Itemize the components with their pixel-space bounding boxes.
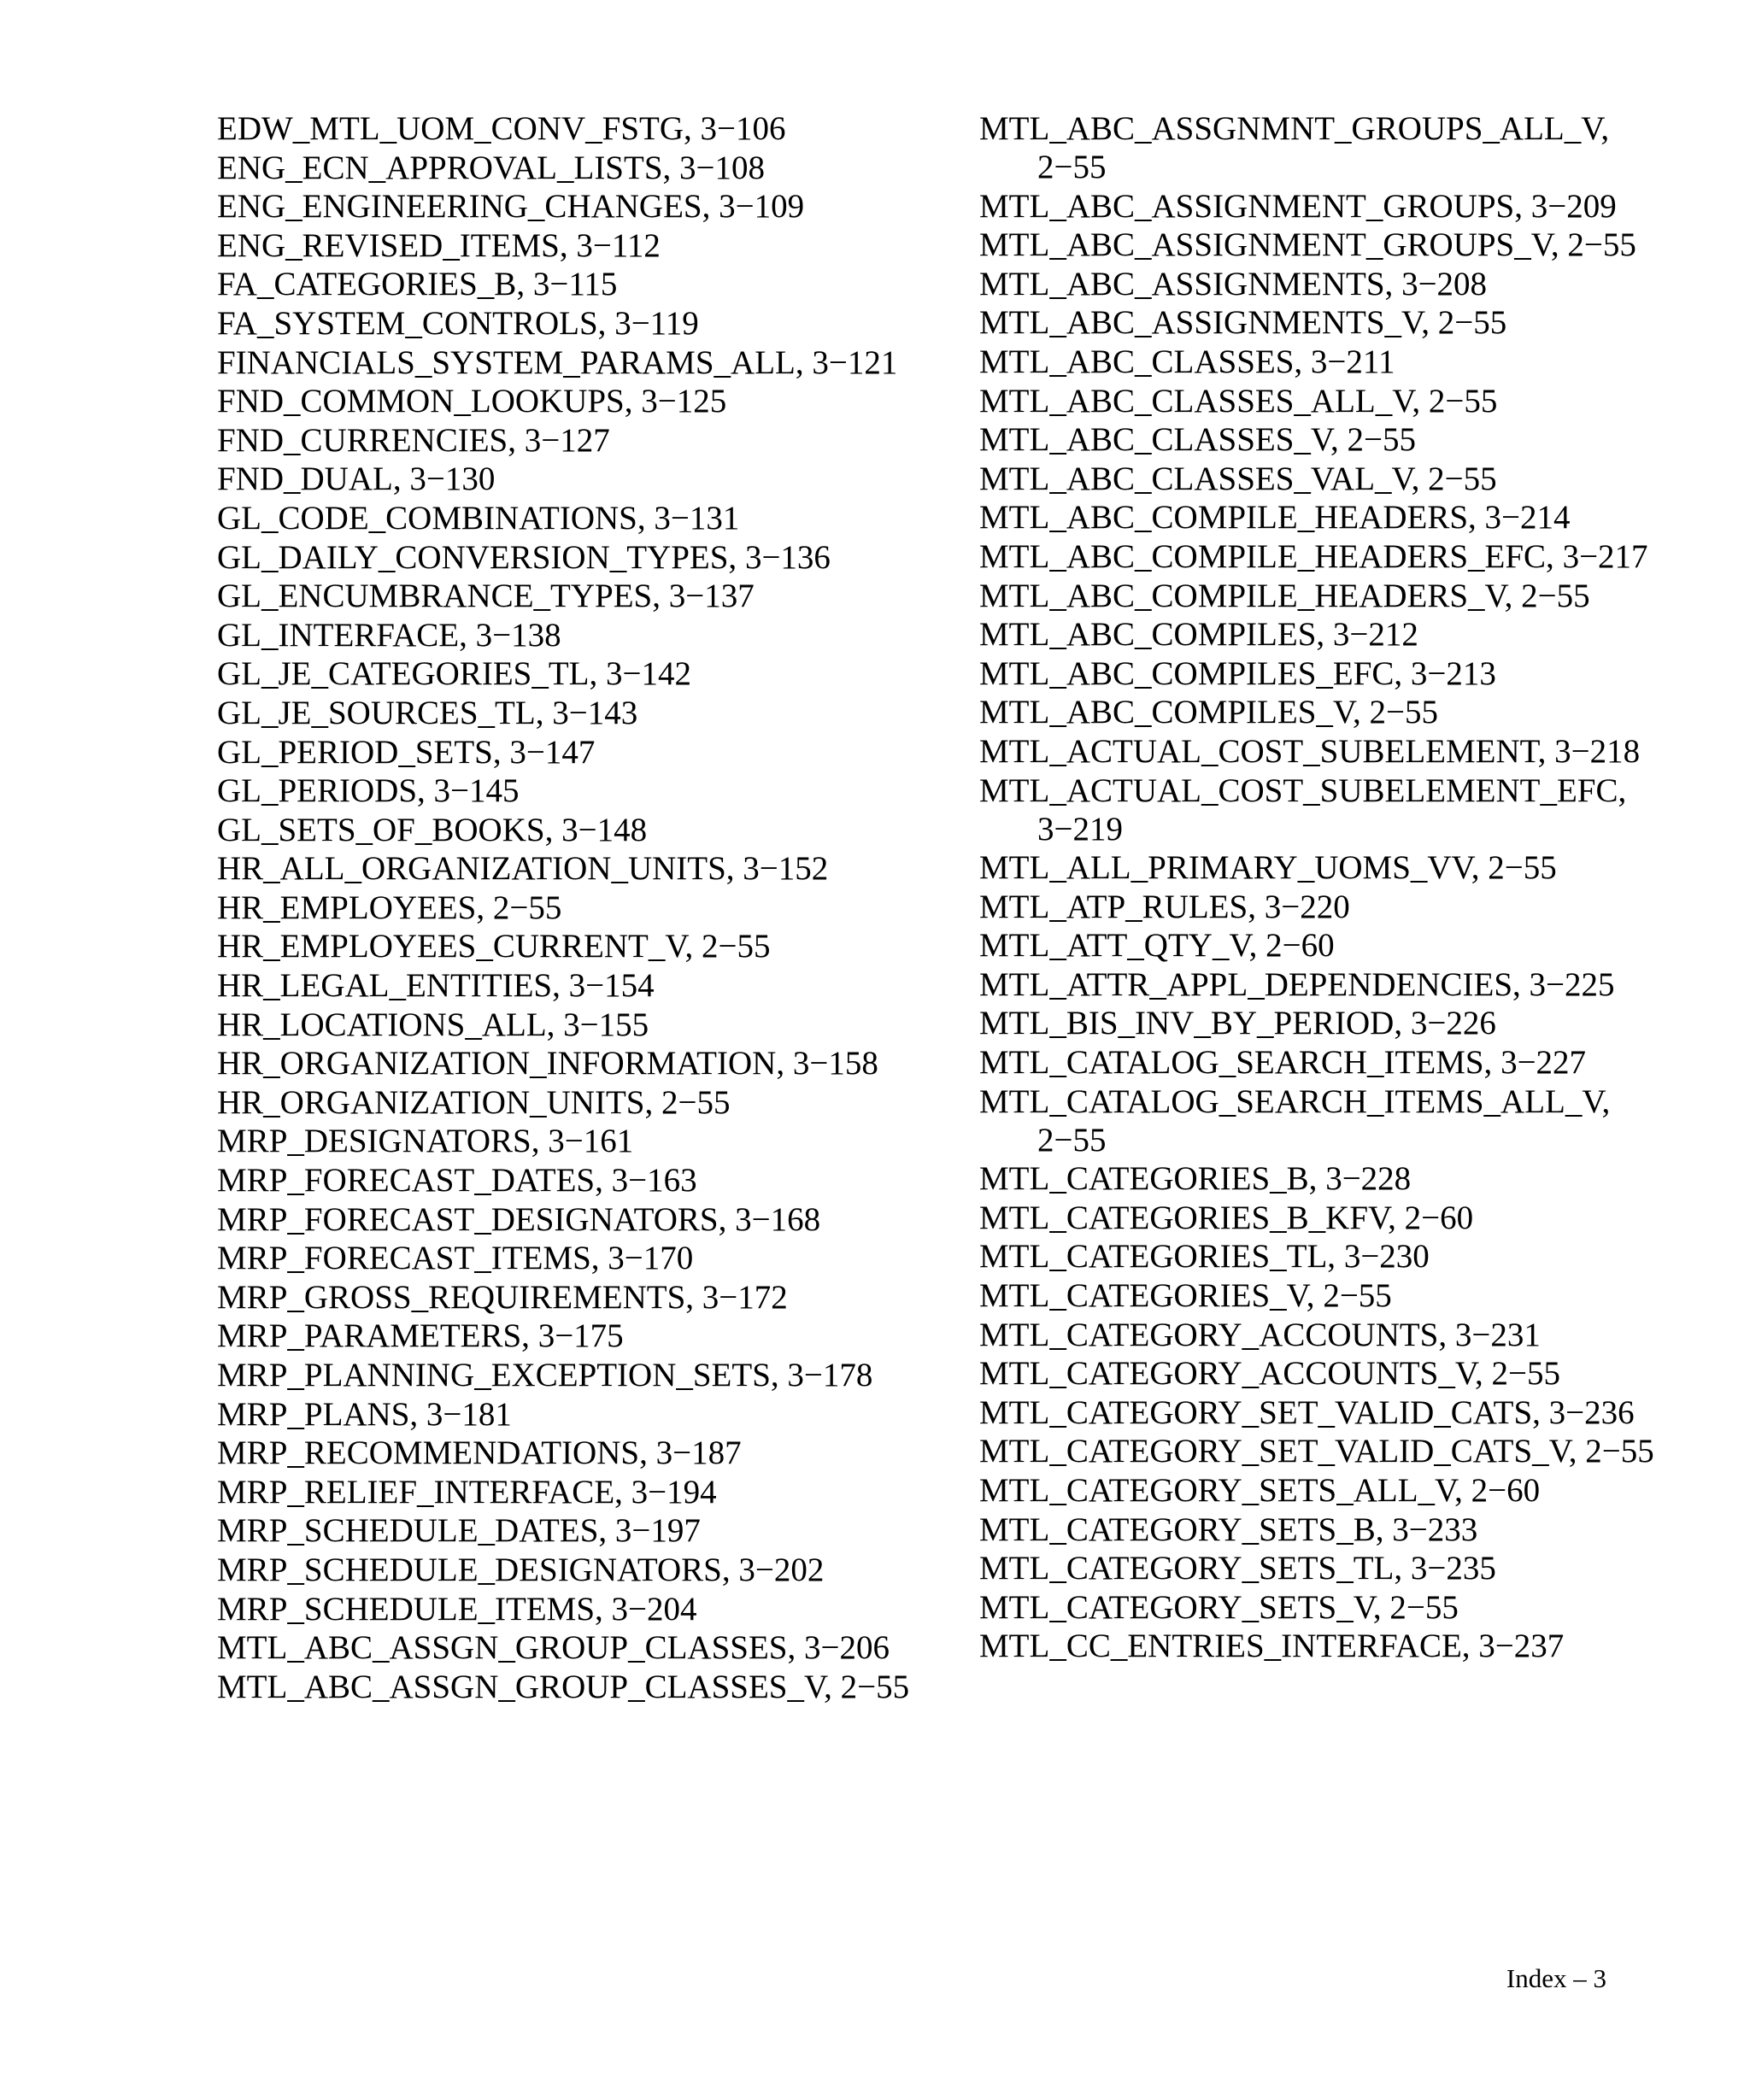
index-entry-page: 3−230 xyxy=(1343,1238,1430,1276)
index-entry xyxy=(217,343,952,382)
index-entry xyxy=(217,1395,952,1434)
index-entry xyxy=(217,1317,952,1355)
index-entry-name: MTL_CATEGORY_SETS_ALL_V, xyxy=(979,1472,1463,1509)
index-entry xyxy=(217,382,952,420)
index-entry-name: MTL_ABC_ASSGN_GROUP_CLASSES, xyxy=(217,1629,796,1667)
index-entry-page: 3−194 xyxy=(631,1473,717,1510)
index-entry-name: MTL_ABC_CLASSES_ALL_V, xyxy=(979,382,1421,419)
index-entry-name: MTL_ATP_RULES, xyxy=(979,888,1256,925)
index-entry xyxy=(979,460,1654,498)
index-entry-page: 2−60 xyxy=(1471,1472,1541,1509)
index-entry-name: MRP_SCHEDULE_ITEMS, xyxy=(217,1590,603,1628)
index-entry-page: 2−55 xyxy=(1567,226,1636,264)
index-entry-name: ENG_REVISED_ITEMS, xyxy=(217,226,568,264)
index-entry-name: MTL_ABC_COMPILES_V, xyxy=(979,694,1361,731)
index-entry-name: MTL_CATEGORY_SETS_B, xyxy=(979,1510,1384,1548)
index-entry xyxy=(979,1588,1654,1627)
index-entry xyxy=(979,615,1654,654)
index-entry xyxy=(979,1159,1654,1198)
index-entry-page: 3−206 xyxy=(803,1629,890,1667)
index-entry xyxy=(217,460,952,498)
index-entry-page: 2−55 xyxy=(1585,1433,1654,1470)
index-entry-page: 3−212 xyxy=(1332,616,1418,654)
index-entry xyxy=(979,1549,1654,1587)
index-entry xyxy=(979,498,1654,537)
index-entry xyxy=(217,927,952,965)
index-entry-page: 3−197 xyxy=(614,1512,701,1550)
index-entry-name: MTL_ACTUAL_COST_SUBELEMENT_EFC, xyxy=(979,771,1627,809)
index-entry xyxy=(217,226,952,265)
index-entry-page: 3−147 xyxy=(509,733,596,771)
index-entry-page: 3−131 xyxy=(654,499,740,537)
index-entry-page: 3−233 xyxy=(1392,1510,1478,1548)
index-entry-name: MRP_PLANNING_EXCEPTION_SETS, xyxy=(217,1357,779,1393)
index-entry xyxy=(217,1122,952,1160)
index-entry-page: 3−181 xyxy=(426,1395,512,1433)
index-entry-page: 3−168 xyxy=(735,1200,821,1238)
index-entry-name: FA_SYSTEM_CONTROLS, xyxy=(217,304,607,342)
index-entry xyxy=(217,577,952,615)
index-entry xyxy=(979,1393,1654,1432)
index-entry-page: 3−175 xyxy=(537,1317,624,1355)
index-entry xyxy=(979,1471,1654,1510)
index-entry xyxy=(217,1200,952,1239)
index-entry-name: ENG_ECN_APPROVAL_LISTS, xyxy=(217,149,672,186)
index-entry-page: 2−60 xyxy=(1404,1199,1474,1236)
index-entry xyxy=(979,1316,1654,1354)
index-entry-name: MTL_ABC_CLASSES_V, xyxy=(979,421,1339,459)
index-entry xyxy=(217,1161,952,1200)
index-entry xyxy=(979,1237,1654,1276)
index-entry-name: MRP_RECOMMENDATIONS, xyxy=(217,1434,648,1472)
index-entry xyxy=(217,499,952,537)
index-entry xyxy=(217,187,952,226)
index-entry-page: 3−130 xyxy=(409,460,496,498)
index-entry-page: 3−213 xyxy=(1410,654,1496,692)
index-entry-page: 3−219 xyxy=(1037,810,1123,848)
index-entry xyxy=(979,265,1654,303)
index-entry-name: FND_COMMON_LOOKUPS, xyxy=(217,383,633,420)
index-entry-page: 3−108 xyxy=(679,149,766,186)
index-entry-page: 2−55 xyxy=(1428,460,1497,497)
index-entry xyxy=(979,1082,1654,1159)
index-entry-page: 3−204 xyxy=(611,1590,697,1628)
index-entry-page: 3−225 xyxy=(1529,965,1615,1003)
index-entry-name: MTL_ATT_QTY_V, xyxy=(979,927,1258,965)
index-entry-name: HR_EMPLOYEES, xyxy=(217,889,485,926)
index-entry-name: MTL_ACTUAL_COST_SUBELEMENT, xyxy=(979,732,1547,770)
index-entry xyxy=(217,265,952,303)
index-entry-page: 3−214 xyxy=(1484,499,1571,537)
index-entry-name: MTL_ABC_ASSIGNMENT_GROUPS, xyxy=(979,187,1523,225)
index-entry-page: 3−115 xyxy=(532,266,618,303)
index-entry xyxy=(217,1551,952,1589)
index-entry-name: MTL_ABC_ASSGNMNT_GROUPS_ALL_V, xyxy=(979,110,1610,147)
index-entry-page: 3−218 xyxy=(1554,732,1641,770)
index-entry-name: EDW_MTL_UOM_CONV_FSTG, xyxy=(217,110,692,147)
index-entry-page: 3−163 xyxy=(611,1162,697,1200)
index-entry xyxy=(217,889,952,927)
index-entry-name: MTL_ABC_ASSGN_GROUP_CLASSES_V, xyxy=(217,1668,832,1705)
index-entry-name: MTL_CATEGORIES_V, xyxy=(979,1277,1315,1315)
index-entry xyxy=(979,109,1654,186)
index-entry-page: 3−138 xyxy=(475,616,561,654)
index-entry-name: HR_ORGANIZATION_UNITS, xyxy=(217,1083,654,1121)
index-column-left xyxy=(217,109,952,1706)
index-entry xyxy=(217,654,952,693)
index-entry xyxy=(217,149,952,187)
index-entry-page: 3−178 xyxy=(787,1357,873,1393)
index-entry-page: 3−161 xyxy=(548,1123,634,1160)
index-entry-name: GL_PERIOD_SETS, xyxy=(217,733,502,771)
index-entry xyxy=(217,1628,952,1667)
index-entry xyxy=(217,849,952,888)
index-entry-name: MTL_CATEGORY_SET_VALID_CATS_V, xyxy=(979,1433,1577,1470)
index-entry-page: 3−226 xyxy=(1410,1005,1496,1042)
index-entry xyxy=(979,577,1654,615)
index-entry-name: FINANCIALS_SYSTEM_PARAMS_ALL, xyxy=(217,343,804,381)
index-entry-name: MRP_FORECAST_DATES, xyxy=(217,1162,603,1200)
index-entry-page: 3−220 xyxy=(1264,888,1350,925)
index-entry-name: GL_ENCUMBRANCE_TYPES, xyxy=(217,578,661,615)
index-entry-page: 2−55 xyxy=(492,889,562,926)
index-entry-page: 2−55 xyxy=(1491,1355,1561,1393)
index-entry-name: MTL_CATEGORIES_TL, xyxy=(979,1238,1336,1276)
index-entry-name: MTL_ABC_CLASSES, xyxy=(979,343,1303,380)
index-entry-name: GL_DAILY_CONVERSION_TYPES, xyxy=(217,538,737,576)
index-entry xyxy=(979,965,1654,1004)
index-entry xyxy=(979,1199,1654,1237)
index-entry xyxy=(979,1510,1654,1549)
index-entry-page: 2−55 xyxy=(1521,577,1590,614)
index-entry xyxy=(979,1004,1654,1042)
index-entry xyxy=(979,732,1654,771)
index-entry xyxy=(979,226,1654,264)
index-entry xyxy=(979,1043,1654,1082)
index-entry-page: 3−127 xyxy=(524,421,610,459)
index-entry-page: 3−119 xyxy=(614,304,699,342)
index-entry-page: 3−148 xyxy=(561,811,648,848)
index-entry xyxy=(979,1354,1654,1393)
index-entry-page: 3−154 xyxy=(568,967,655,1005)
index-entry xyxy=(979,888,1654,926)
index-entry xyxy=(979,1432,1654,1470)
index-entry-name: MTL_CATEGORY_SETS_V, xyxy=(979,1588,1382,1626)
index-entry-name: MTL_CATEGORIES_B, xyxy=(979,1160,1318,1198)
index-entry-page: 2−55 xyxy=(702,928,771,965)
index-entry-page: 2−55 xyxy=(1037,149,1107,185)
index-entry-page: 2−55 xyxy=(1347,421,1417,459)
index-entry-name: HR_LEGAL_ENTITIES, xyxy=(217,967,561,1005)
index-entry xyxy=(979,537,1654,576)
index-entry-name: MTL_ABC_ASSIGNMENTS, xyxy=(979,265,1394,302)
index-entry-name: MTL_CATALOG_SEARCH_ITEMS, xyxy=(979,1044,1493,1082)
index-entry-page: 3−217 xyxy=(1562,537,1648,575)
index-entry xyxy=(217,771,952,810)
index-entry-name: MTL_ATTR_APPL_DEPENDENCIES, xyxy=(979,965,1521,1003)
index-entry-name: GL_CODE_COMBINATIONS, xyxy=(217,499,646,537)
index-entry-name: MTL_CATEGORY_ACCOUNTS_V, xyxy=(979,1355,1483,1393)
index-entry xyxy=(217,1511,952,1550)
index-entry-page: 3−187 xyxy=(655,1434,742,1472)
index-entry-name: HR_ORGANIZATION_INFORMATION, xyxy=(217,1045,785,1082)
index-entry-name: MTL_CATEGORIES_B_KFV, xyxy=(979,1199,1396,1236)
index-entry xyxy=(217,538,952,577)
index-entry xyxy=(217,1239,952,1277)
index-entry-page: 3−170 xyxy=(608,1240,694,1277)
index-entry-page: 3−211 xyxy=(1310,343,1395,380)
index-entry xyxy=(979,771,1654,848)
index-entry-name: GL_JE_CATEGORIES_TL, xyxy=(217,655,598,693)
index-entry xyxy=(217,1006,952,1044)
index-entry-name: MRP_PLANS, xyxy=(217,1395,419,1433)
index-entry-name: GL_PERIODS, xyxy=(217,772,426,810)
index-entry xyxy=(979,343,1654,381)
index-entry-page: 2−55 xyxy=(840,1668,910,1705)
index-entry-name: FND_CURRENCIES, xyxy=(217,421,516,459)
index-entry-page: 3−136 xyxy=(744,538,831,576)
index-entry-page: 3−231 xyxy=(1454,1316,1541,1353)
index-entry-page: 3−155 xyxy=(563,1006,649,1043)
index-entry-page: 2−55 xyxy=(1488,849,1557,887)
index-entry-name: MTL_CATEGORY_ACCOUNTS, xyxy=(979,1316,1448,1353)
index-entry xyxy=(217,1044,952,1082)
index-entry-name: MTL_ABC_COMPILE_HEADERS_V, xyxy=(979,577,1513,614)
index-entry-page: 3−152 xyxy=(743,850,829,888)
index-entry-name: FND_DUAL, xyxy=(217,460,402,498)
index-entry-page: 3−143 xyxy=(552,694,638,731)
index-entry-page: 3−236 xyxy=(1548,1393,1635,1431)
index-entry-name: MRP_SCHEDULE_DATES, xyxy=(217,1512,608,1550)
index-entry-name: ENG_ENGINEERING_CHANGES, xyxy=(217,188,711,226)
index-entry xyxy=(979,926,1654,965)
index-entry-name: MTL_BIS_INV_BY_PERIOD, xyxy=(979,1005,1403,1042)
index-entry-name: MTL_ABC_ASSIGNMENTS_V, xyxy=(979,304,1430,342)
index-entry-page: 3−109 xyxy=(719,188,805,226)
index-entry-name: FA_CATEGORIES_B, xyxy=(217,266,526,303)
index-entry-page: 3−142 xyxy=(605,655,691,693)
index-entry xyxy=(217,1590,952,1628)
index-entry-name: MTL_ALL_PRIMARY_UOMS_VV, xyxy=(979,849,1480,887)
index-entry-name: MTL_CATALOG_SEARCH_ITEMS_ALL_V, xyxy=(979,1082,1611,1120)
index-entry-name: MRP_FORECAST_DESIGNATORS, xyxy=(217,1200,727,1238)
index-entry-name: MTL_ABC_COMPILES, xyxy=(979,616,1325,654)
index-entry-name: HR_ALL_ORGANIZATION_UNITS, xyxy=(217,850,735,888)
index-entry-page: 3−237 xyxy=(1478,1628,1565,1665)
index-entry xyxy=(979,693,1654,731)
index-entry-page: 3−125 xyxy=(641,383,727,420)
index-entry-name: GL_JE_SOURCES_TL, xyxy=(217,694,544,731)
index-entry xyxy=(979,187,1654,226)
index-entry-page: 3−145 xyxy=(433,772,520,810)
index-entry xyxy=(217,1356,952,1394)
index-entry xyxy=(979,420,1654,459)
index-entry-page: 3−235 xyxy=(1410,1550,1496,1587)
index-entry-name: MTL_ABC_COMPILE_HEADERS_EFC, xyxy=(979,537,1554,575)
index-entry xyxy=(217,1434,952,1472)
index-entry-name: MRP_GROSS_REQUIREMENTS, xyxy=(217,1278,695,1316)
index-entry-name: MTL_CATEGORY_SETS_TL, xyxy=(979,1550,1403,1587)
index-entry-page: 2−55 xyxy=(1037,1121,1107,1159)
index-entry-page: 3−227 xyxy=(1500,1044,1587,1082)
index-entry-page: 3−158 xyxy=(792,1045,878,1082)
index-entry xyxy=(217,733,952,771)
index-entry-page: 3−202 xyxy=(738,1551,825,1588)
index-entry xyxy=(217,1278,952,1317)
index-entry-page: 3−228 xyxy=(1325,1160,1412,1198)
index-entry-page: 3−121 xyxy=(812,343,898,381)
index-entry xyxy=(979,1627,1654,1665)
index-entry-name: MRP_RELIEF_INTERFACE, xyxy=(217,1473,623,1510)
index-entry-name: MTL_ABC_ASSIGNMENT_GROUPS_V, xyxy=(979,226,1559,264)
index-entry-name: HR_EMPLOYEES_CURRENT_V, xyxy=(217,928,694,965)
index-entry-name: MRP_PARAMETERS, xyxy=(217,1317,530,1355)
index-entry-name: GL_SETS_OF_BOOKS, xyxy=(217,811,554,848)
index-entry xyxy=(217,616,952,654)
index-entry xyxy=(979,848,1654,887)
index-entry-page: 2−60 xyxy=(1266,927,1335,965)
index-entry-name: MTL_ABC_COMPILES_EFC, xyxy=(979,654,1403,692)
index-entry-name: MTL_CC_ENTRIES_INTERFACE, xyxy=(979,1628,1471,1665)
index-entry-page: 2−55 xyxy=(1428,382,1498,419)
index-entry-page: 2−55 xyxy=(1323,1277,1392,1315)
index-entry-page: 2−55 xyxy=(1389,1588,1459,1626)
index-entry xyxy=(979,303,1654,342)
index-entry-page: 3−112 xyxy=(576,226,661,264)
index-entry xyxy=(217,109,952,148)
index-entry-page: 2−55 xyxy=(1369,694,1439,731)
index-entry-page: 2−55 xyxy=(1437,304,1507,342)
index-entry-page: 2−55 xyxy=(661,1083,731,1121)
index-column-right xyxy=(979,109,1654,1666)
index-entry-name: HR_LOCATIONS_ALL, xyxy=(217,1006,555,1043)
index-entry-page: 3−172 xyxy=(702,1278,788,1316)
index-entry xyxy=(217,421,952,460)
index-entry-name: MRP_DESIGNATORS, xyxy=(217,1123,540,1160)
index-entry xyxy=(217,304,952,343)
index-entry-name: MRP_SCHEDULE_DESIGNATORS, xyxy=(217,1551,731,1588)
index-entry-page: 3−106 xyxy=(700,110,786,147)
index-entry xyxy=(217,1083,952,1122)
index-entry xyxy=(979,382,1654,420)
index-entry xyxy=(217,1473,952,1511)
index-entry xyxy=(217,966,952,1005)
index-entry-page: 3−208 xyxy=(1401,265,1488,302)
index-entry-name: MRP_FORECAST_ITEMS, xyxy=(217,1240,600,1277)
index-entry xyxy=(217,811,952,849)
index-entry xyxy=(979,1276,1654,1315)
index-entry-name: MTL_CATEGORY_SET_VALID_CATS, xyxy=(979,1393,1541,1431)
index-entry xyxy=(217,1668,952,1706)
index-entry xyxy=(217,694,952,732)
index-entry-name: MTL_ABC_COMPILE_HEADERS, xyxy=(979,499,1477,537)
index-entry-page: 3−209 xyxy=(1530,187,1617,225)
page-footer: Index – 3 xyxy=(1506,1963,1606,1993)
index-entry xyxy=(979,654,1654,693)
index-entry-name: GL_INTERFACE, xyxy=(217,616,467,654)
index-entry-page: 3−137 xyxy=(668,578,755,615)
index-entry-name: MTL_ABC_CLASSES_VAL_V, xyxy=(979,460,1420,497)
